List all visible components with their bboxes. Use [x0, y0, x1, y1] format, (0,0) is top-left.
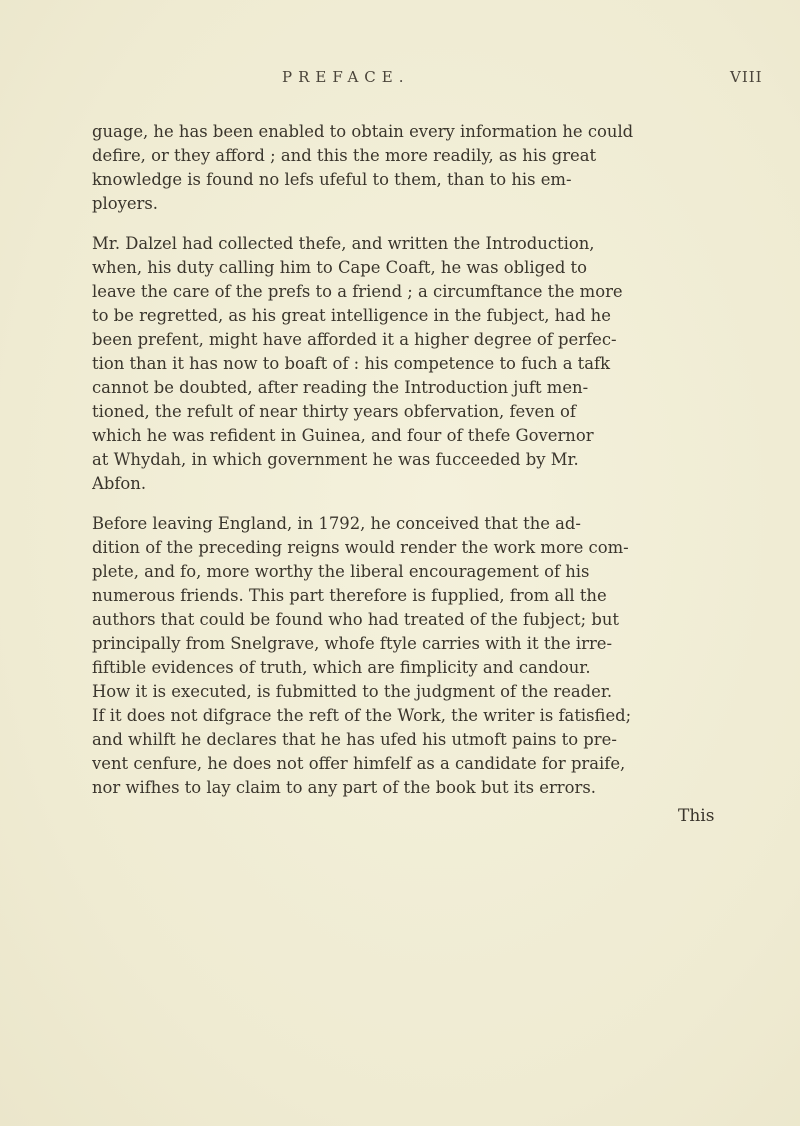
text-line: been prefent, might have afforded it a higher degree of perfec- [92, 330, 617, 349]
catchword: This [678, 806, 715, 826]
text-line: plete, and fo, more worthy the liberal encouragement of his [92, 562, 590, 581]
text-line: dition of the preceding reigns would render the work more com- [92, 538, 629, 557]
paragraph-3 [92, 512, 734, 800]
text-line: cannot be doubted, after reading the Introduction juft men- [92, 378, 589, 397]
page-number: VIII [730, 68, 763, 86]
text-line: tion than it has now to boaft of : his competence to fuch a tafk [92, 354, 611, 373]
body-text [92, 120, 734, 800]
text-line: If it does not difgrace the reft of the Work, the writer is fatisfied; [92, 706, 632, 725]
text-line: principally from Snelgrave, whofe ftyle carries with it the irre- [92, 634, 613, 653]
text-line: leave the care of the prefs to a friend ; a circumftance the more [92, 282, 623, 301]
text-line: numerous friends. This part therefore is fupplied, from all the [92, 586, 607, 605]
text-line: fiftible evidences of truth, which are fimplicity and candour. [92, 658, 591, 677]
running-title: PREFACE. [282, 68, 410, 86]
text-line: vent cenfure, he does not offer himfelf as a candidate for praife, [92, 754, 626, 773]
text-line: ployers. [92, 194, 159, 213]
text-line: at Whydah, in which government he was fucceeded by Mr. [92, 450, 579, 469]
text-line: guage, he has been enabled to obtain every information he could [92, 122, 634, 141]
text-line: tioned, the refult of near thirty years obfervation, feven of [92, 402, 576, 421]
text-line: Abfon. [92, 474, 147, 493]
text-line: to be regretted, as his great intelligence in the fubject, had he [92, 306, 611, 325]
text-line: Before leaving England, in 1792, he conceived that the ad- [92, 514, 581, 533]
paragraph-1 [92, 120, 734, 216]
text-line: nor wifhes to lay claim to any part of the book but its errors. [92, 778, 596, 797]
text-line: How it is executed, is fubmitted to the judgment of the reader. [92, 682, 613, 701]
paragraph-2 [92, 232, 734, 496]
text-line: knowledge is found no lefs ufeful to them, than to his em- [92, 170, 572, 189]
text-line: Mr. Dalzel had collected thefe, and written the Introduction, [92, 234, 595, 253]
page-header [0, 68, 800, 92]
text-line: which he was refident in Guinea, and four of thefe Governor [92, 426, 594, 445]
text-line: and whilft he declares that he has ufed his utmoft pains to pre- [92, 730, 617, 749]
text-line: when, his duty calling him to Cape Coaft, he was obliged to [92, 258, 587, 277]
text-line: authors that could be found who had treated of the fubject; but [92, 610, 620, 629]
text-line: defire, or they afford ; and this the more readily, as his great [92, 146, 597, 165]
